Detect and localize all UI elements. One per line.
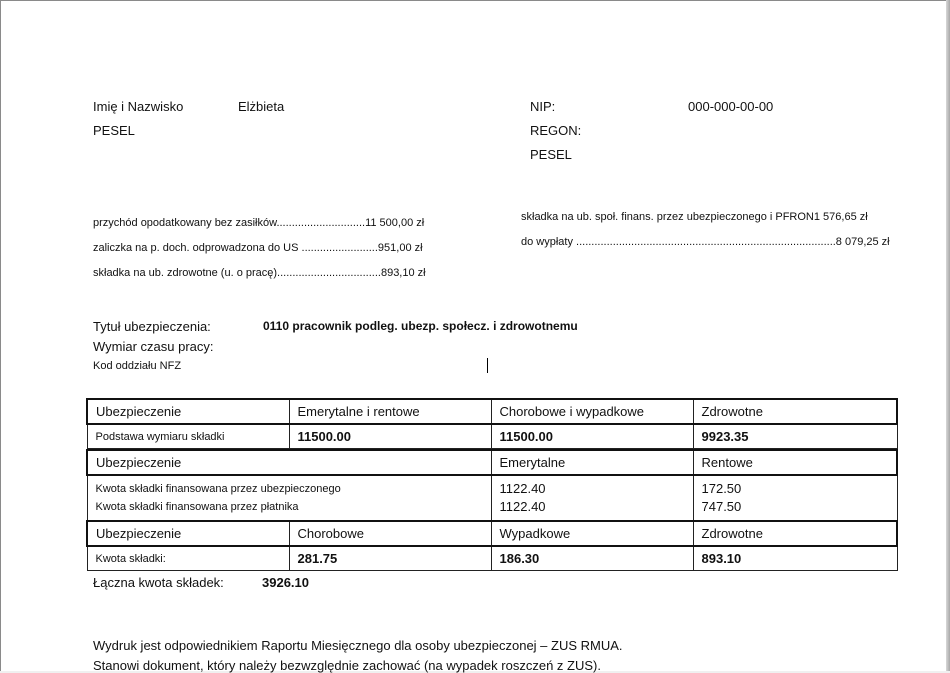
- table-header-cell: Chorobowe i wypadkowe: [491, 399, 693, 424]
- table-cell: 281.75: [289, 546, 491, 571]
- table-header-cell: Emerytalne: [491, 450, 693, 475]
- table-row: [87, 475, 897, 521]
- table-cell: [491, 475, 693, 521]
- table-cell-label: [87, 475, 491, 521]
- pesel-label-right: PESEL: [530, 147, 572, 162]
- rentowe-insured: 172.50: [701, 481, 742, 496]
- name-value: Elżbieta: [238, 99, 285, 114]
- table-cell-label: Kwota składki:: [87, 546, 289, 571]
- table-cell: 893.10: [693, 546, 897, 571]
- total-value: 3926.10: [262, 575, 309, 590]
- table-row: [87, 424, 897, 449]
- table-header-cell: Emerytalne i rentowe: [289, 399, 491, 424]
- row-label-payer: Kwota składki finansowana przez płatnika: [95, 501, 299, 513]
- table-header-row: [87, 450, 897, 475]
- table-header-cell: Ubezpieczenie: [87, 399, 289, 424]
- summary-health-contribution: składka na ub. zdrowotne (u. o pracę)..................................893,10 zł: [93, 267, 426, 279]
- table-cell: 9923.35: [693, 424, 897, 449]
- table-cell: 11500.00: [289, 424, 491, 449]
- table-header-cell: Wypadkowe: [491, 521, 693, 546]
- name-label: Imię i Nazwisko: [93, 99, 184, 114]
- summary-social-contribution: składka na ub. społ. finans. przez ubezpieczonego i PFRON1 576,65 zł: [521, 211, 868, 223]
- table-header-cell: Rentowe: [693, 450, 897, 475]
- contribution-amount-table: [86, 520, 898, 571]
- nfz-label: Kod oddziału NFZ: [93, 360, 182, 372]
- summary-income: przychód opodatkowany bez zasiłków.............................11 500,00 zł: [93, 217, 425, 229]
- pesel-label-left: PESEL: [93, 123, 135, 138]
- table-cell: 186.30: [491, 546, 693, 571]
- summary-tax-advance: zaliczka na p. doch. odprowadzona do US .........................951,00 zł: [93, 242, 423, 254]
- table-header-row: [87, 521, 897, 546]
- nip-value: 000-000-00-00: [688, 99, 774, 114]
- contribution-split-table: [86, 449, 898, 521]
- table-cell: 11500.00: [491, 424, 693, 449]
- nip-label: NIP:: [530, 99, 556, 114]
- footer-note-2: Stanowi dokument, który należy bezwzględnie zachować (na wypadek roszczeń z ZUS).: [93, 658, 601, 673]
- contribution-base-table: [86, 398, 898, 449]
- table-header-cell: Ubezpieczenie: [87, 521, 289, 546]
- footer-note-1: Wydruk jest odpowiednikiem Raportu Miesięcznego dla osoby ubezpieczonej – ZUS RMUA.: [93, 638, 623, 653]
- table-cell: [693, 475, 897, 521]
- summary-net-pay: do wypłaty .....................................................................................8 079,25 zł: [521, 236, 890, 248]
- table-header-cell: Chorobowe: [289, 521, 491, 546]
- table-header-row: [87, 399, 897, 424]
- insurance-title-value: 0110 pracownik podleg. ubezp. społecz. i zdrowotnemu: [263, 319, 578, 333]
- text-cursor: [487, 358, 488, 373]
- worktime-label: Wymiar czasu pracy:: [93, 339, 214, 354]
- row-label-insured: Kwota składki finansowana przez ubezpieczonego: [95, 483, 341, 495]
- table-cell-label: Podstawa wymiaru składki: [87, 424, 289, 449]
- total-label: Łączna kwota składek:: [93, 575, 224, 590]
- rentowe-payer: 747.50: [701, 499, 742, 514]
- table-header-cell: Zdrowotne: [693, 521, 897, 546]
- regon-label: REGON:: [530, 123, 582, 138]
- table-row: [87, 546, 897, 571]
- emerytalne-insured: 1122.40: [499, 481, 546, 496]
- page-edge-shadow: [946, 0, 950, 671]
- insurance-title-label: Tytuł ubezpieczenia:: [93, 319, 211, 334]
- table-header-cell: Zdrowotne: [693, 399, 897, 424]
- table-header-cell: Ubezpieczenie: [87, 450, 491, 475]
- emerytalne-payer: 1122.40: [499, 499, 546, 514]
